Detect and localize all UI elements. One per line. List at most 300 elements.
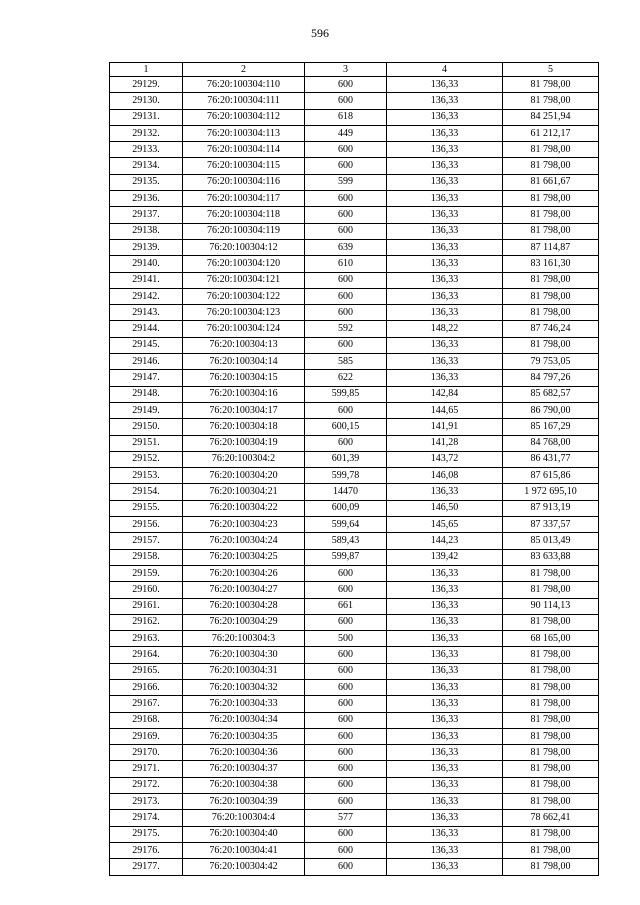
row-number-cell: 29140. xyxy=(110,256,183,272)
table-row xyxy=(110,842,599,858)
area-cell: 600 xyxy=(305,647,387,663)
rate-cell: 136,33 xyxy=(387,158,503,174)
rate-cell: 148,22 xyxy=(387,321,503,337)
row-number-cell: 29169. xyxy=(110,728,183,744)
value-cell: 90 114,13 xyxy=(503,598,599,614)
cadastral-number-cell: 76:20:100304:13 xyxy=(183,337,305,353)
row-number-cell: 29155. xyxy=(110,500,183,516)
value-cell: 78 662,41 xyxy=(503,810,599,826)
value-cell: 81 798,00 xyxy=(503,826,599,842)
rate-cell: 136,33 xyxy=(387,565,503,581)
table-row xyxy=(110,142,599,158)
row-number-cell: 29165. xyxy=(110,663,183,679)
value-cell: 81 798,00 xyxy=(503,93,599,109)
cadastral-number-cell: 76:20:100304:112 xyxy=(183,109,305,125)
area-cell: 599,64 xyxy=(305,517,387,533)
rate-cell: 145,65 xyxy=(387,517,503,533)
area-cell: 600 xyxy=(305,288,387,304)
table-row xyxy=(110,435,599,451)
row-number-cell: 29139. xyxy=(110,239,183,255)
row-number-cell: 29133. xyxy=(110,142,183,158)
row-number-cell: 29151. xyxy=(110,435,183,451)
table-body xyxy=(110,77,599,876)
cadastral-number-cell: 76:20:100304:26 xyxy=(183,565,305,581)
value-cell: 81 661,67 xyxy=(503,174,599,190)
table-row xyxy=(110,386,599,402)
rate-cell: 136,33 xyxy=(387,745,503,761)
value-cell: 81 798,00 xyxy=(503,77,599,93)
row-number-cell: 29160. xyxy=(110,582,183,598)
value-cell: 81 798,00 xyxy=(503,777,599,793)
area-cell: 600 xyxy=(305,191,387,207)
value-cell: 86 790,00 xyxy=(503,402,599,418)
table-row xyxy=(110,321,599,337)
row-number-cell: 29172. xyxy=(110,777,183,793)
rate-cell: 142,84 xyxy=(387,386,503,402)
table-row xyxy=(110,549,599,565)
cadastral-number-cell: 76:20:100304:25 xyxy=(183,549,305,565)
cadastral-number-cell: 76:20:100304:37 xyxy=(183,761,305,777)
row-number-cell: 29148. xyxy=(110,386,183,402)
table-row xyxy=(110,728,599,744)
table-row xyxy=(110,272,599,288)
area-cell: 600,09 xyxy=(305,500,387,516)
rate-cell: 144,23 xyxy=(387,533,503,549)
cadastral-number-cell: 76:20:100304:30 xyxy=(183,647,305,663)
rate-cell: 136,33 xyxy=(387,191,503,207)
row-number-cell: 29154. xyxy=(110,484,183,500)
row-number-cell: 29174. xyxy=(110,810,183,826)
table-row xyxy=(110,810,599,826)
value-cell: 81 798,00 xyxy=(503,223,599,239)
table-row xyxy=(110,484,599,500)
rate-cell: 139,42 xyxy=(387,549,503,565)
rate-cell: 144,65 xyxy=(387,402,503,418)
row-number-cell: 29167. xyxy=(110,696,183,712)
row-number-cell: 29143. xyxy=(110,305,183,321)
rate-cell: 136,33 xyxy=(387,354,503,370)
cadastral-number-cell: 76:20:100304:118 xyxy=(183,207,305,223)
value-cell: 79 753,05 xyxy=(503,354,599,370)
value-cell: 87 913,19 xyxy=(503,500,599,516)
table-row xyxy=(110,125,599,141)
table-row xyxy=(110,794,599,810)
table-row xyxy=(110,109,599,125)
value-cell: 81 798,00 xyxy=(503,272,599,288)
table-row xyxy=(110,614,599,630)
row-number-cell: 29135. xyxy=(110,174,183,190)
cadastral-number-cell: 76:20:100304:35 xyxy=(183,728,305,744)
value-cell: 81 798,00 xyxy=(503,647,599,663)
cadastral-number-cell: 76:20:100304:24 xyxy=(183,533,305,549)
rate-cell: 136,33 xyxy=(387,614,503,630)
cadastral-number-cell: 76:20:100304:40 xyxy=(183,826,305,842)
rate-cell: 141,28 xyxy=(387,435,503,451)
value-cell: 81 798,00 xyxy=(503,565,599,581)
value-cell: 84 251,94 xyxy=(503,109,599,125)
area-cell: 600 xyxy=(305,142,387,158)
table-header xyxy=(110,63,599,77)
column-header: 2 xyxy=(183,63,305,77)
cadastral-number-cell: 76:20:100304:36 xyxy=(183,745,305,761)
row-number-cell: 29152. xyxy=(110,451,183,467)
rate-cell: 146,08 xyxy=(387,468,503,484)
cadastral-number-cell: 76:20:100304:27 xyxy=(183,582,305,598)
cadastral-number-cell: 76:20:100304:15 xyxy=(183,370,305,386)
area-cell: 577 xyxy=(305,810,387,826)
row-number-cell: 29129. xyxy=(110,77,183,93)
row-number-cell: 29132. xyxy=(110,125,183,141)
table-row xyxy=(110,451,599,467)
row-number-cell: 29145. xyxy=(110,337,183,353)
cadastral-number-cell: 76:20:100304:20 xyxy=(183,468,305,484)
cadastral-number-cell: 76:20:100304:120 xyxy=(183,256,305,272)
table-row xyxy=(110,533,599,549)
table-row xyxy=(110,93,599,109)
rate-cell: 136,33 xyxy=(387,77,503,93)
table-row xyxy=(110,174,599,190)
area-cell: 600 xyxy=(305,777,387,793)
cadastral-number-cell: 76:20:100304:28 xyxy=(183,598,305,614)
area-cell: 14470 xyxy=(305,484,387,500)
cadastral-number-cell: 76:20:100304:32 xyxy=(183,679,305,695)
table-row xyxy=(110,239,599,255)
row-number-cell: 29144. xyxy=(110,321,183,337)
rate-cell: 136,33 xyxy=(387,842,503,858)
area-cell: 599 xyxy=(305,174,387,190)
area-cell: 600 xyxy=(305,842,387,858)
area-cell: 600 xyxy=(305,272,387,288)
cadastral-number-cell: 76:20:100304:116 xyxy=(183,174,305,190)
area-cell: 599,78 xyxy=(305,468,387,484)
table-row xyxy=(110,419,599,435)
table-row xyxy=(110,712,599,728)
value-cell: 86 431,77 xyxy=(503,451,599,467)
area-cell: 600 xyxy=(305,745,387,761)
cadastral-number-cell: 76:20:100304:117 xyxy=(183,191,305,207)
value-cell: 85 682,57 xyxy=(503,386,599,402)
value-cell: 81 798,00 xyxy=(503,142,599,158)
rate-cell: 136,33 xyxy=(387,93,503,109)
area-cell: 622 xyxy=(305,370,387,386)
rate-cell: 136,33 xyxy=(387,582,503,598)
value-cell: 84 797,26 xyxy=(503,370,599,386)
cadastral-number-cell: 76:20:100304:33 xyxy=(183,696,305,712)
area-cell: 600 xyxy=(305,402,387,418)
area-cell: 589,43 xyxy=(305,533,387,549)
area-cell: 600 xyxy=(305,565,387,581)
area-cell: 592 xyxy=(305,321,387,337)
column-header: 1 xyxy=(110,63,183,77)
area-cell: 600 xyxy=(305,728,387,744)
cadastral-number-cell: 76:20:100304:113 xyxy=(183,125,305,141)
rate-cell: 136,33 xyxy=(387,777,503,793)
table-row xyxy=(110,402,599,418)
rate-cell: 136,33 xyxy=(387,142,503,158)
value-cell: 81 798,00 xyxy=(503,582,599,598)
value-cell: 81 798,00 xyxy=(503,614,599,630)
row-number-cell: 29141. xyxy=(110,272,183,288)
table-row xyxy=(110,468,599,484)
rate-cell: 136,33 xyxy=(387,794,503,810)
row-number-cell: 29176. xyxy=(110,842,183,858)
rate-cell: 136,33 xyxy=(387,484,503,500)
table-row xyxy=(110,663,599,679)
row-number-cell: 29158. xyxy=(110,549,183,565)
cadastral-number-cell: 76:20:100304:111 xyxy=(183,93,305,109)
table-row xyxy=(110,337,599,353)
row-number-cell: 29170. xyxy=(110,745,183,761)
cadastral-number-cell: 76:20:100304:115 xyxy=(183,158,305,174)
value-cell: 81 798,00 xyxy=(503,842,599,858)
row-number-cell: 29159. xyxy=(110,565,183,581)
area-cell: 600 xyxy=(305,223,387,239)
table-row xyxy=(110,679,599,695)
rate-cell: 136,33 xyxy=(387,647,503,663)
row-number-cell: 29173. xyxy=(110,794,183,810)
cadastral-number-cell: 76:20:100304:29 xyxy=(183,614,305,630)
rate-cell: 136,33 xyxy=(387,207,503,223)
table-row xyxy=(110,565,599,581)
value-cell: 1 972 695,10 xyxy=(503,484,599,500)
column-header: 4 xyxy=(387,63,503,77)
rate-cell: 136,33 xyxy=(387,223,503,239)
value-cell: 81 798,00 xyxy=(503,663,599,679)
value-cell: 81 798,00 xyxy=(503,305,599,321)
row-number-cell: 29162. xyxy=(110,614,183,630)
table-row xyxy=(110,207,599,223)
row-number-cell: 29134. xyxy=(110,158,183,174)
cadastral-number-cell: 76:20:100304:14 xyxy=(183,354,305,370)
table-row xyxy=(110,631,599,647)
value-cell: 81 798,00 xyxy=(503,859,599,875)
table-row xyxy=(110,288,599,304)
column-header: 3 xyxy=(305,63,387,77)
row-number-cell: 29130. xyxy=(110,93,183,109)
table-row xyxy=(110,158,599,174)
cadastral-number-cell: 76:20:100304:19 xyxy=(183,435,305,451)
table-row xyxy=(110,826,599,842)
cadastral-number-cell: 76:20:100304:3 xyxy=(183,631,305,647)
value-cell: 61 212,17 xyxy=(503,125,599,141)
table-row xyxy=(110,696,599,712)
area-cell: 600 xyxy=(305,761,387,777)
table-row xyxy=(110,77,599,93)
row-number-cell: 29147. xyxy=(110,370,183,386)
rate-cell: 136,33 xyxy=(387,337,503,353)
row-number-cell: 29131. xyxy=(110,109,183,125)
rate-cell: 136,33 xyxy=(387,239,503,255)
value-cell: 87 337,57 xyxy=(503,517,599,533)
row-number-cell: 29136. xyxy=(110,191,183,207)
cadastral-number-cell: 76:20:100304:4 xyxy=(183,810,305,826)
row-number-cell: 29156. xyxy=(110,517,183,533)
rate-cell: 136,33 xyxy=(387,109,503,125)
value-cell: 81 798,00 xyxy=(503,207,599,223)
column-header: 5 xyxy=(503,63,599,77)
area-cell: 449 xyxy=(305,125,387,141)
value-cell: 81 798,00 xyxy=(503,337,599,353)
table-row xyxy=(110,859,599,875)
table-row xyxy=(110,761,599,777)
rate-cell: 136,33 xyxy=(387,826,503,842)
row-number-cell: 29157. xyxy=(110,533,183,549)
row-number-cell: 29137. xyxy=(110,207,183,223)
cadastral-number-cell: 76:20:100304:16 xyxy=(183,386,305,402)
data-table xyxy=(109,62,599,876)
table-row xyxy=(110,517,599,533)
area-cell: 600 xyxy=(305,696,387,712)
table-row xyxy=(110,370,599,386)
rate-cell: 136,33 xyxy=(387,859,503,875)
area-cell: 610 xyxy=(305,256,387,272)
value-cell: 81 798,00 xyxy=(503,712,599,728)
area-cell: 600 xyxy=(305,582,387,598)
rate-cell: 136,33 xyxy=(387,598,503,614)
rate-cell: 136,33 xyxy=(387,810,503,826)
area-cell: 600 xyxy=(305,77,387,93)
area-cell: 599,85 xyxy=(305,386,387,402)
table-row xyxy=(110,745,599,761)
rate-cell: 136,33 xyxy=(387,174,503,190)
table-row xyxy=(110,305,599,321)
row-number-cell: 29138. xyxy=(110,223,183,239)
value-cell: 81 798,00 xyxy=(503,761,599,777)
cadastral-number-cell: 76:20:100304:122 xyxy=(183,288,305,304)
value-cell: 81 798,00 xyxy=(503,158,599,174)
row-number-cell: 29149. xyxy=(110,402,183,418)
row-number-cell: 29150. xyxy=(110,419,183,435)
rate-cell: 136,33 xyxy=(387,272,503,288)
row-number-cell: 29163. xyxy=(110,631,183,647)
row-number-cell: 29175. xyxy=(110,826,183,842)
cadastral-number-cell: 76:20:100304:2 xyxy=(183,451,305,467)
row-number-cell: 29146. xyxy=(110,354,183,370)
cadastral-number-cell: 76:20:100304:18 xyxy=(183,419,305,435)
cadastral-number-cell: 76:20:100304:123 xyxy=(183,305,305,321)
cadastral-number-cell: 76:20:100304:124 xyxy=(183,321,305,337)
value-cell: 81 798,00 xyxy=(503,745,599,761)
table-row xyxy=(110,582,599,598)
rate-cell: 136,33 xyxy=(387,663,503,679)
area-cell: 600,15 xyxy=(305,419,387,435)
area-cell: 600 xyxy=(305,337,387,353)
table-row xyxy=(110,354,599,370)
area-cell: 618 xyxy=(305,109,387,125)
cadastral-number-cell: 76:20:100304:23 xyxy=(183,517,305,533)
row-number-cell: 29177. xyxy=(110,859,183,875)
row-number-cell: 29142. xyxy=(110,288,183,304)
row-number-cell: 29164. xyxy=(110,647,183,663)
value-cell: 81 798,00 xyxy=(503,794,599,810)
cadastral-number-cell: 76:20:100304:12 xyxy=(183,239,305,255)
area-cell: 600 xyxy=(305,679,387,695)
area-cell: 599,87 xyxy=(305,549,387,565)
value-cell: 81 798,00 xyxy=(503,696,599,712)
rate-cell: 136,33 xyxy=(387,256,503,272)
row-number-cell: 29161. xyxy=(110,598,183,614)
rate-cell: 136,33 xyxy=(387,696,503,712)
value-cell: 83 161,30 xyxy=(503,256,599,272)
rate-cell: 136,33 xyxy=(387,370,503,386)
area-cell: 600 xyxy=(305,614,387,630)
table-row xyxy=(110,598,599,614)
page-number: 596 xyxy=(311,26,329,40)
table-row xyxy=(110,223,599,239)
value-cell: 81 798,00 xyxy=(503,191,599,207)
cadastral-number-cell: 76:20:100304:34 xyxy=(183,712,305,728)
cadastral-number-cell: 76:20:100304:39 xyxy=(183,794,305,810)
area-cell: 600 xyxy=(305,207,387,223)
rate-cell: 136,33 xyxy=(387,679,503,695)
value-cell: 83 633,88 xyxy=(503,549,599,565)
value-cell: 81 798,00 xyxy=(503,728,599,744)
area-cell: 600 xyxy=(305,435,387,451)
area-cell: 601,39 xyxy=(305,451,387,467)
value-cell: 85 167,29 xyxy=(503,419,599,435)
area-cell: 600 xyxy=(305,93,387,109)
area-cell: 585 xyxy=(305,354,387,370)
area-cell: 600 xyxy=(305,663,387,679)
area-cell: 600 xyxy=(305,859,387,875)
row-number-cell: 29171. xyxy=(110,761,183,777)
value-cell: 87 114,87 xyxy=(503,239,599,255)
value-cell: 81 798,00 xyxy=(503,288,599,304)
cadastral-number-cell: 76:20:100304:17 xyxy=(183,402,305,418)
area-cell: 600 xyxy=(305,794,387,810)
header-row xyxy=(110,63,599,77)
table-row xyxy=(110,500,599,516)
value-cell: 87 746,24 xyxy=(503,321,599,337)
row-number-cell: 29168. xyxy=(110,712,183,728)
rate-cell: 136,33 xyxy=(387,125,503,141)
table-row xyxy=(110,191,599,207)
rate-cell: 143,72 xyxy=(387,451,503,467)
rate-cell: 136,33 xyxy=(387,305,503,321)
cadastral-number-cell: 76:20:100304:119 xyxy=(183,223,305,239)
area-cell: 500 xyxy=(305,631,387,647)
value-cell: 81 798,00 xyxy=(503,679,599,695)
table-row xyxy=(110,777,599,793)
area-cell: 661 xyxy=(305,598,387,614)
area-cell: 600 xyxy=(305,158,387,174)
cadastral-number-cell: 76:20:100304:22 xyxy=(183,500,305,516)
value-cell: 87 615,86 xyxy=(503,468,599,484)
rate-cell: 136,33 xyxy=(387,761,503,777)
area-cell: 600 xyxy=(305,305,387,321)
cadastral-number-cell: 76:20:100304:42 xyxy=(183,859,305,875)
row-number-cell: 29153. xyxy=(110,468,183,484)
cadastral-number-cell: 76:20:100304:38 xyxy=(183,777,305,793)
cadastral-number-cell: 76:20:100304:110 xyxy=(183,77,305,93)
rate-cell: 146,50 xyxy=(387,500,503,516)
row-number-cell: 29166. xyxy=(110,679,183,695)
value-cell: 84 768,00 xyxy=(503,435,599,451)
rate-cell: 136,33 xyxy=(387,712,503,728)
area-cell: 639 xyxy=(305,239,387,255)
cadastral-number-cell: 76:20:100304:114 xyxy=(183,142,305,158)
cadastral-number-cell: 76:20:100304:21 xyxy=(183,484,305,500)
table-row xyxy=(110,256,599,272)
rate-cell: 136,33 xyxy=(387,631,503,647)
cadastral-number-cell: 76:20:100304:121 xyxy=(183,272,305,288)
area-cell: 600 xyxy=(305,826,387,842)
rate-cell: 136,33 xyxy=(387,728,503,744)
rate-cell: 136,33 xyxy=(387,288,503,304)
table-row xyxy=(110,647,599,663)
rate-cell: 141,91 xyxy=(387,419,503,435)
value-cell: 85 013,49 xyxy=(503,533,599,549)
